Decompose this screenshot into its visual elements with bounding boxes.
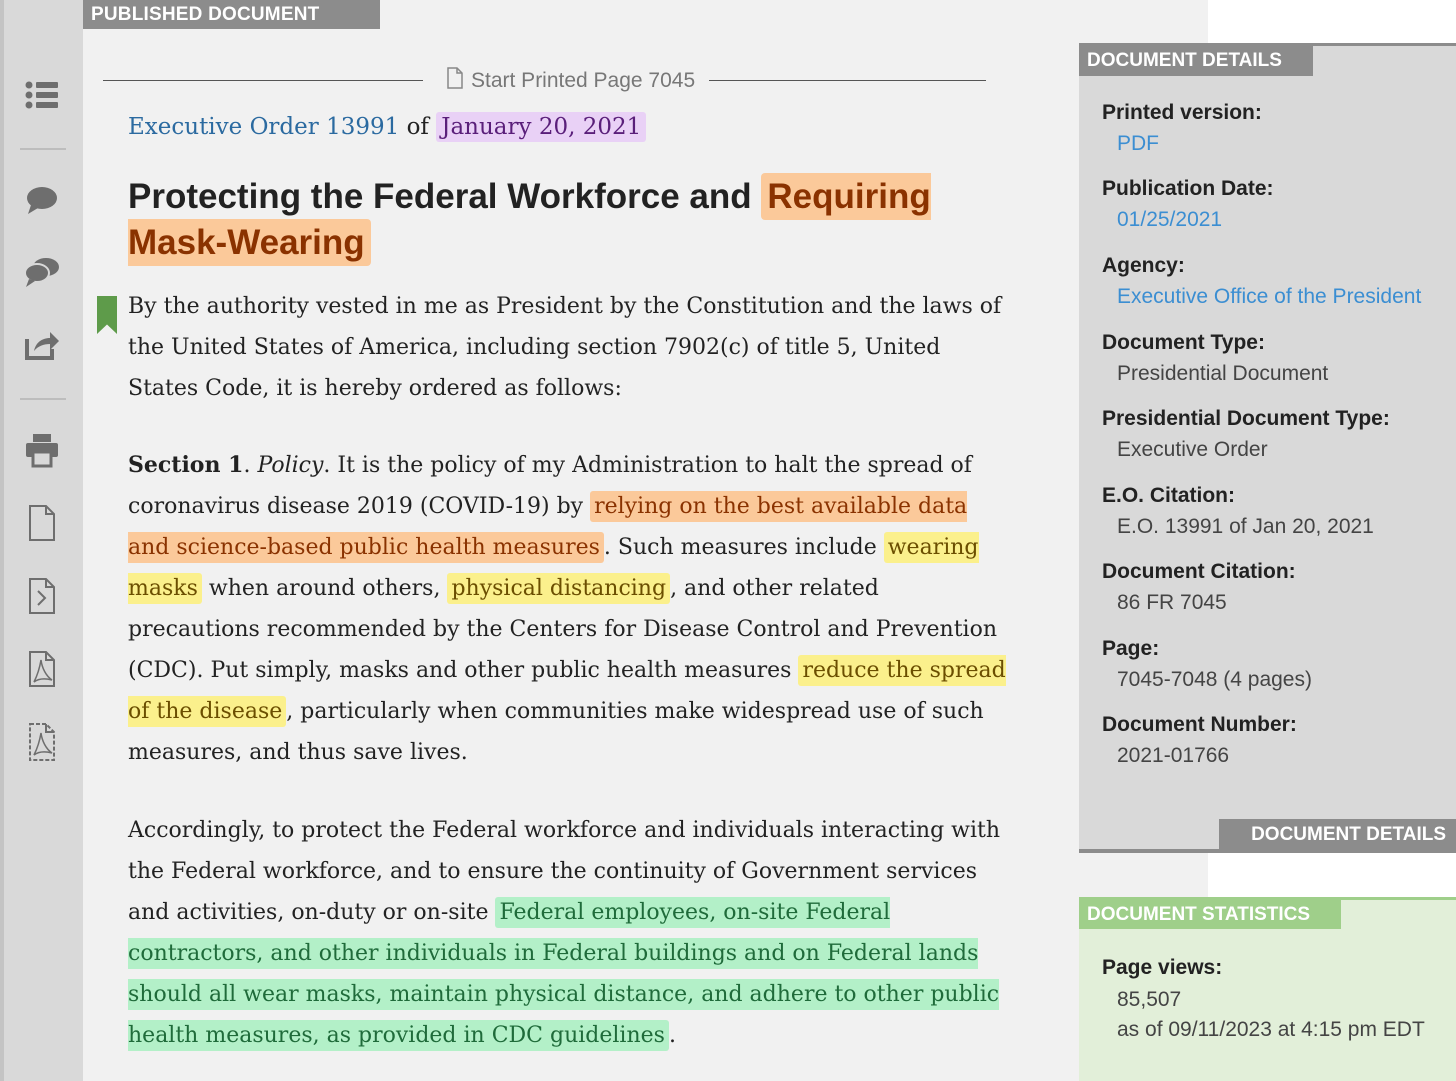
accordingly-paragraph (128, 810, 1008, 1056)
detail-printed-version (1102, 101, 1447, 156)
detail-value: 86 FR 7045 (1117, 591, 1227, 614)
detail-presidential-document-type (1102, 407, 1447, 462)
comment-icon[interactable] (22, 180, 62, 220)
detail-label: Document Number: (1102, 713, 1297, 736)
document-details-panel (1079, 43, 1456, 853)
print-icon[interactable] (22, 430, 62, 470)
title-highlight: Requiring Mask-Wearing (128, 173, 931, 266)
detail-value: 7045-7048 (4 pages) (1117, 668, 1312, 691)
detail-agency (1102, 254, 1447, 309)
document-statistics-header: DOCUMENT STATISTICS (1079, 900, 1341, 929)
document-details-footer-tab[interactable]: DOCUMENT DETAILS (1219, 819, 1456, 853)
pdf-icon[interactable] (22, 649, 62, 689)
detail-publication-date (1102, 177, 1447, 232)
section-text: when around others, (201, 576, 448, 601)
highlight-orange: relying on the best available data and science-based public health measures (128, 491, 967, 563)
executive-order-link[interactable]: Executive Order 13991 (128, 114, 400, 140)
page-views-as-of: as of 09/11/2023 at 4:15 pm EDT (1117, 1018, 1425, 1041)
document-panel (83, 0, 1208, 1081)
list-icon[interactable] (22, 75, 62, 115)
section-number: Section 1 (128, 452, 244, 478)
left-toolbar (0, 0, 83, 1081)
detail-page (1102, 637, 1447, 692)
title-text: Protecting the Federal Workforce and (128, 177, 762, 216)
section-1-paragraph (128, 445, 1008, 773)
paragraph-text: Accordingly, to protect the Federal workforce and individuals interacting with the Federal workforce, and to ensure the continuity of Government services and activities, on-duty or on-site (128, 818, 1001, 925)
published-document-tab: PUBLISHED DOCUMENT (83, 0, 380, 29)
detail-label: Document Citation: (1102, 560, 1296, 583)
pdf-link[interactable]: PDF (1117, 132, 1159, 155)
printed-page-label: Start Printed Page 7045 (471, 69, 696, 92)
detail-label: Presidential Document Type: (1102, 407, 1390, 430)
detail-label: E.O. Citation: (1102, 484, 1235, 507)
document-title (128, 174, 978, 266)
detail-label: Page: (1102, 637, 1160, 660)
detail-label: Agency: (1102, 254, 1185, 277)
detail-label: Printed version: (1102, 101, 1262, 124)
detail-eo-citation (1102, 484, 1447, 539)
printed-page-marker (103, 64, 986, 98)
bookmark-icon[interactable] (97, 296, 117, 334)
highlight-green: Federal employees, on-site Federal contractors, and other individuals in Federal buildings and on Federal lands should all wear masks, maintain physical distance, and adhere to other public health measures, as provided in CDC guidelines (128, 897, 999, 1051)
publication-date-link[interactable]: 01/25/2021 (1117, 208, 1223, 231)
agency-link[interactable]: Executive Office of the President (1117, 285, 1422, 308)
detail-document-citation (1102, 560, 1447, 615)
detail-value: 2021-01766 (1117, 744, 1230, 767)
rail-divider (20, 148, 66, 150)
page-views-value: 85,507 (1117, 988, 1182, 1011)
section-heading: Policy (257, 453, 324, 478)
rail-edge (0, 0, 4, 1081)
detail-value: Executive Order (1117, 438, 1268, 461)
divider-line (709, 80, 986, 81)
document-icon[interactable] (22, 503, 62, 543)
share-icon[interactable] (22, 325, 62, 365)
section-text: . Such measures include (603, 535, 884, 560)
eo-of-text: of (406, 114, 429, 140)
pdf-outline-icon[interactable] (22, 722, 62, 762)
rail-divider (20, 398, 66, 400)
document-details-header: DOCUMENT DETAILS (1079, 46, 1313, 76)
detail-value: E.O. 13991 of Jan 20, 2021 (1117, 515, 1374, 538)
page-views-label: Page views: (1102, 956, 1223, 979)
divider-line (103, 80, 423, 81)
document-next-icon[interactable] (22, 576, 62, 616)
highlight-yellow: physical distancing (447, 573, 670, 604)
executive-order-line (128, 114, 646, 140)
comments-icon[interactable] (22, 252, 62, 292)
detail-document-number (1102, 713, 1447, 768)
section-text: , particularly when communities make widespread use of such measures, and thus save lives. (128, 699, 984, 765)
eo-date-highlight: January 20, 2021 (436, 112, 646, 142)
preamble-paragraph: By the authority vested in me as President by the Constitution and the laws of the United States of America, including section 7902(c) of title 5, United States Code, it is hereby ordered as follows: (128, 294, 1002, 401)
section-text: . It is the policy of my Administration to halt the spread of coronavirus disease 2019 (COVID-19) by (128, 453, 972, 519)
detail-value: Presidential Document (1117, 362, 1329, 385)
printed-page-link[interactable] (447, 67, 695, 95)
detail-label: Publication Date: (1102, 177, 1274, 200)
page-icon (447, 67, 463, 95)
section-text: . (243, 453, 258, 478)
paragraph-text: . (668, 1023, 676, 1048)
highlight-yellow: wearing masks (128, 532, 979, 604)
detail-document-type (1102, 331, 1447, 386)
section-text: , and other related precautions recommended by the Centers for Disease Control and Prevention (CDC). Put simply, masks and other public health measures (128, 576, 997, 683)
highlight-yellow: reduce the spread of the disease (128, 655, 1006, 727)
detail-label: Document Type: (1102, 331, 1265, 354)
document-statistics-panel (1079, 897, 1456, 1081)
